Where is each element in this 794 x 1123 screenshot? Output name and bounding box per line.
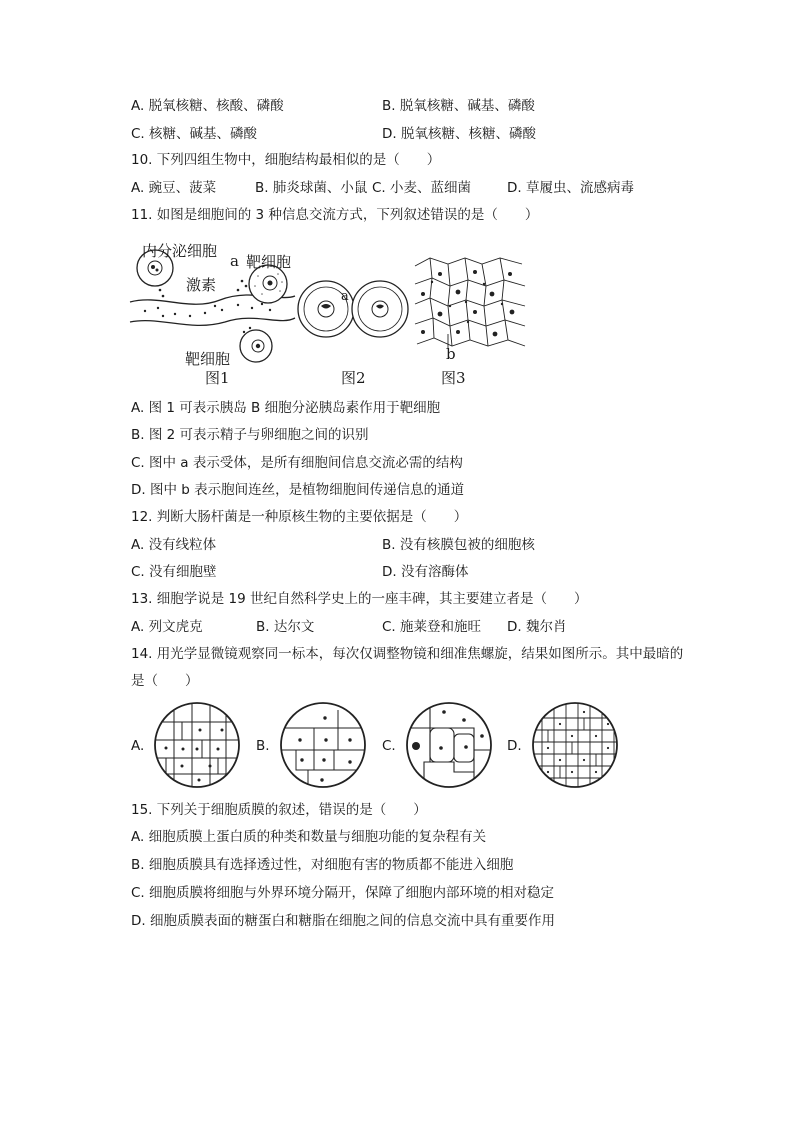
q14-option-b-label: B. — [256, 738, 270, 754]
q13-option-b: B. 达尔文 — [256, 619, 315, 635]
q14-stem-line2: 是（ ） — [131, 673, 199, 689]
q9-option-c: C. 核糖、碱基、磷酸 — [131, 126, 258, 142]
q13-option-c: C. 施莱登和施旺 — [382, 619, 482, 635]
field-of-view-a — [152, 700, 242, 790]
q15-option-b: B. 细胞质膜具有选择透过性，对细胞有害的物质都不能进入细胞 — [131, 857, 514, 873]
q12-stem: 12. 判断大肠杆菌是一种原核生物的主要依据是（ ） — [131, 509, 468, 525]
q14-stem-line1: 14. 用光学显微镜观察同一标本，每次仅调整物镜和细准焦螺旋，结果如图所示。其中最暗的 — [131, 646, 684, 662]
label-target-cell-2: 靶细胞 — [185, 350, 231, 368]
label-fig2: 图2 — [341, 369, 366, 387]
q14-option-a-label: A. — [131, 738, 145, 754]
q12-option-d: D. 没有溶酶体 — [382, 564, 469, 580]
label-b: b — [446, 345, 456, 363]
q10-option-b: B. 肺炎球菌、小鼠 — [255, 180, 368, 196]
q12-option-a: A. 没有线粒体 — [131, 537, 217, 553]
q15-option-a: A. 细胞质膜上蛋白质的种类和数量与细胞功能的复杂程有关 — [131, 829, 487, 845]
q13-stem: 13. 细胞学说是 19 世纪自然科学史上的一座丰碑，其主要建立者是（ ） — [131, 591, 588, 607]
label-endocrine-cell: 内分泌细胞 — [142, 242, 218, 260]
label-a-fig2: a — [341, 289, 349, 304]
q10-option-a: A. 豌豆、菠菜 — [131, 180, 217, 196]
q12-option-c: C. 没有细胞壁 — [131, 564, 217, 580]
q11-stem: 11. 如图是细胞间的 3 种信息交流方式，下列叙述错误的是（ ） — [131, 207, 539, 223]
q10-option-d: D. 草履虫、流感病毒 — [507, 180, 634, 196]
q10-option-c: C. 小麦、蓝细菌 — [372, 180, 472, 196]
label-target-cell-1: 靶细胞 — [246, 253, 292, 271]
q15-stem: 15. 下列关于细胞质膜的叙述，错误的是（ ） — [131, 802, 427, 818]
q11-option-b: B. 图 2 可表示精子与卵细胞之间的识别 — [131, 427, 369, 443]
q13-option-a: A. 列文虎克 — [131, 619, 203, 635]
q10-stem: 10. 下列四组生物中，细胞结构最相似的是（ ） — [131, 152, 441, 168]
q11-option-d: D. 图中 b 表示胞间连丝，是植物细胞间传递信息的通道 — [131, 482, 465, 498]
q9-option-b: B. 脱氧核糖、碱基、磷酸 — [382, 98, 535, 114]
q15-option-d: D. 细胞质膜表面的糖蛋白和糖脂在细胞之间的信息交流中具有重要作用 — [131, 913, 555, 929]
field-of-view-b — [278, 700, 368, 790]
fig2-cell-right — [352, 281, 408, 337]
label-fig1: 图1 — [205, 369, 230, 387]
label-hormone: 激素 — [186, 276, 217, 294]
q15-option-c: C. 细胞质膜将细胞与外界环境分隔开，保障了细胞内部环境的相对稳定 — [131, 885, 555, 901]
vessel-bottom-wall — [130, 318, 295, 325]
q14-option-c-label: C. — [382, 738, 396, 754]
q11-option-a: A. 图 1 可表示胰岛 B 细胞分泌胰岛素作用于靶细胞 — [131, 400, 441, 416]
field-of-view-c — [404, 700, 494, 790]
label-fig3: 图3 — [441, 369, 466, 387]
q11-option-c: C. 图中 a 表示受体，是所有细胞间信息交流必需的结构 — [131, 455, 463, 471]
q9-option-d: D. 脱氧核糖、核糖、磷酸 — [382, 126, 536, 142]
q9-option-a: A. 脱氧核糖、核酸、磷酸 — [131, 98, 284, 114]
q14-option-d-label: D. — [507, 738, 522, 754]
label-a-fig1: a — [230, 252, 239, 270]
q12-option-b: B. 没有核膜包被的细胞核 — [382, 537, 535, 553]
field-of-view-d — [530, 700, 620, 790]
q13-option-d: D. 魏尔肖 — [507, 619, 567, 635]
